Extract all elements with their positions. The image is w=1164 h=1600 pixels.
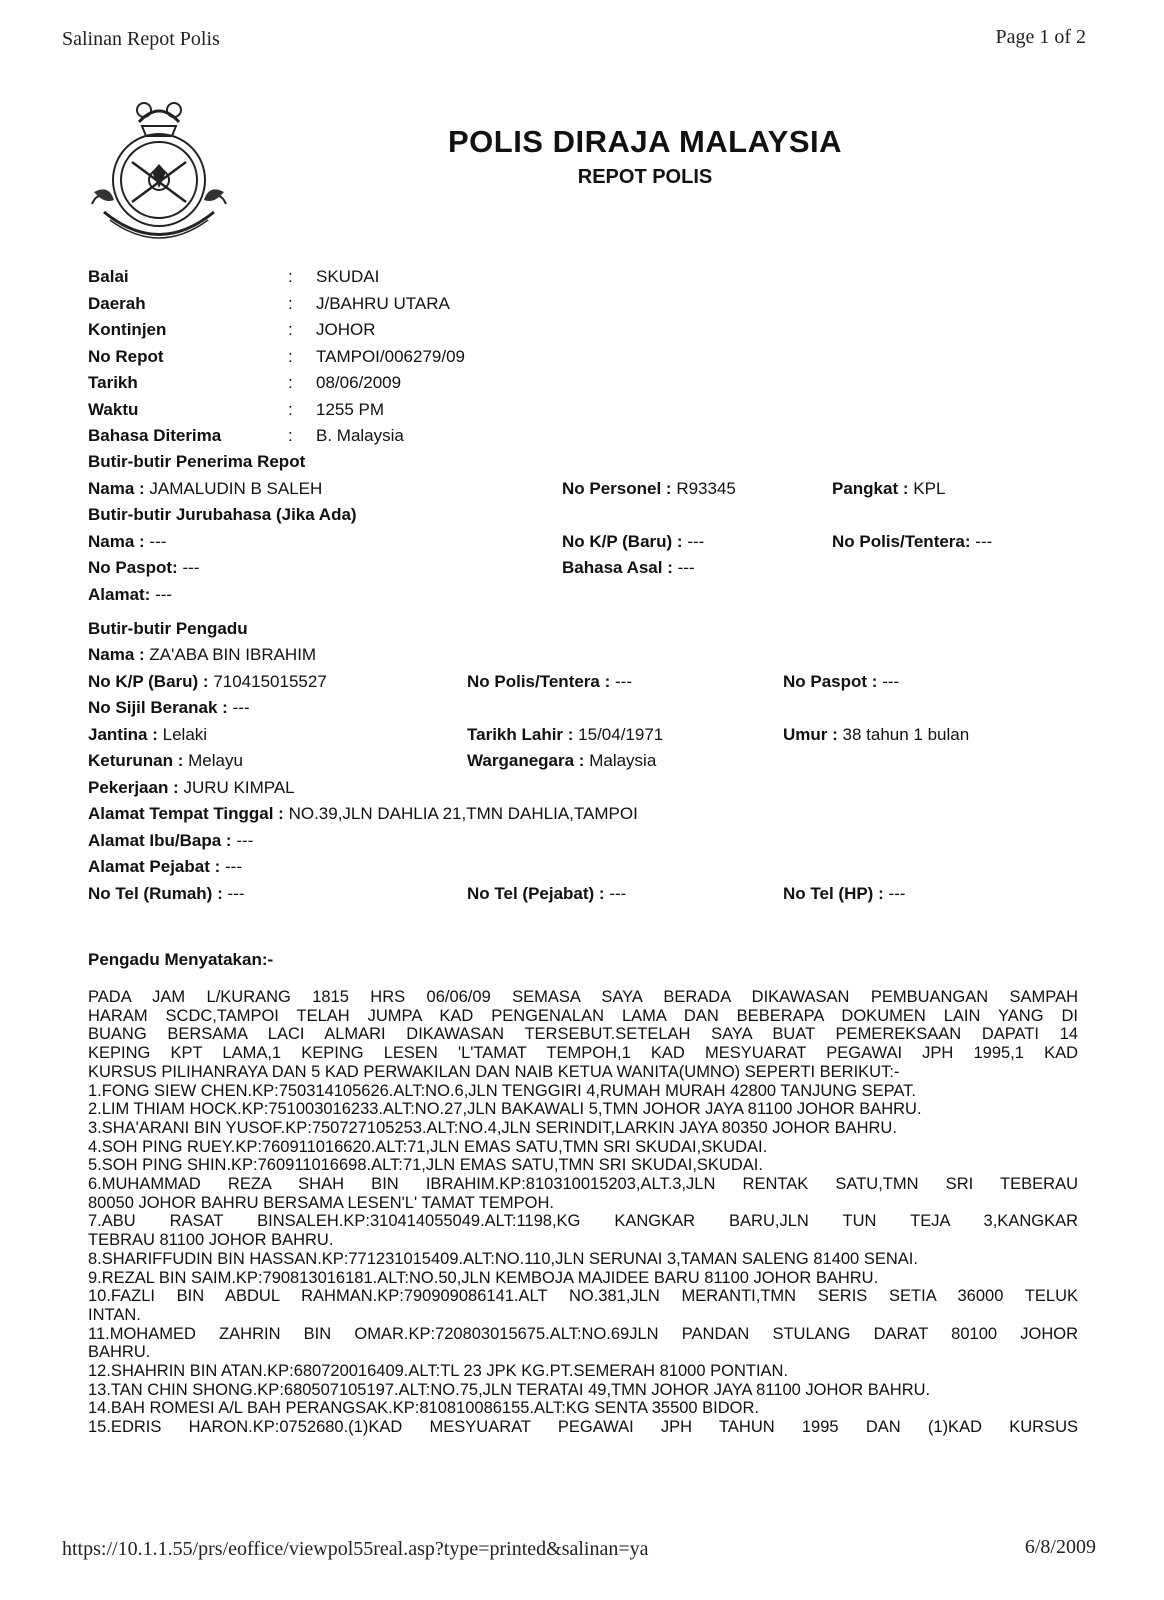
field-label: No Personel : xyxy=(562,479,672,498)
meta-colon: : xyxy=(288,293,293,313)
statement-body xyxy=(88,988,1078,1437)
pengadu-lahir xyxy=(467,725,663,745)
field-value: ZA'ABA BIN IBRAHIM xyxy=(149,645,317,664)
jurubahasa-bahasa xyxy=(562,558,695,578)
field-value: JAMALUDIN B SALEH xyxy=(149,479,323,498)
field-label: No Paspot : xyxy=(783,672,878,691)
meta-label: Tarikh xyxy=(88,373,138,393)
meta-row xyxy=(88,370,465,397)
statement-line: 13.TAN CHIN SHONG.KP:680507105197.ALT:NO.75,JLN TERATAI 49,TMN JOHOR JAYA 81100 JOHOR BAHRU. xyxy=(88,1380,931,1399)
field-value: --- xyxy=(227,884,245,903)
meta-colon: : xyxy=(288,320,293,340)
statement-line: 9.REZAL BIN SAIM.KP:790813016181.ALT:NO.50,JLN KEMBOJA MAJIDEE BARU 81100 JOHOR BAHRU. xyxy=(88,1268,879,1287)
jurubahasa-paspot xyxy=(88,558,199,578)
field-label: Pekerjaan : xyxy=(88,778,179,797)
field-label: Alamat Tempat Tinggal : xyxy=(88,804,284,823)
meta-value: JOHOR xyxy=(316,320,376,340)
pengadu-umur xyxy=(783,725,969,745)
pengadu-jantina xyxy=(88,725,207,745)
field-label: No K/P (Baru) : xyxy=(562,532,683,551)
field-value: --- xyxy=(182,558,200,577)
field-label: Umur : xyxy=(783,725,838,744)
field-label: Alamat: xyxy=(88,585,151,604)
statement-line: HARAM SCDC,TAMPOI TELAH JUMPA KAD PENGENALAN LAMA DAN BEBERAPA DOKUMEN LAIN YANG DI xyxy=(88,1006,1078,1025)
meta-value: 1255 PM xyxy=(316,399,385,419)
meta-colon: : xyxy=(288,373,293,393)
field-value: --- xyxy=(677,558,695,577)
statement-line: 3.SHA'ARANI BIN YUSOF.KP:750727105253.ALT:NO.4,JLN SERINDIT,LARKIN JAYA 80350 JOHOR BAHRU. xyxy=(88,1118,897,1137)
field-label: Pangkat : xyxy=(832,479,909,498)
pengadu-alamat-tinggal xyxy=(88,804,638,824)
meta-row xyxy=(88,291,465,318)
meta-value: B. Malaysia xyxy=(316,426,404,446)
field-value: --- xyxy=(882,672,900,691)
jurubahasa-alamat xyxy=(88,585,172,605)
meta-row xyxy=(88,397,465,424)
meta-label: No Repot xyxy=(88,346,164,366)
field-value: Lelaki xyxy=(162,725,208,744)
statement-line: TEBRAU 81100 JOHOR BAHRU. xyxy=(88,1231,334,1250)
field-value: --- xyxy=(888,884,906,903)
meta-colon: : xyxy=(288,399,293,419)
field-value: --- xyxy=(687,532,705,551)
pengadu-polis xyxy=(467,672,632,692)
field-label: No Polis/Tentera: xyxy=(832,532,971,551)
meta-value: TAMPOI/006279/09 xyxy=(316,346,465,366)
field-label: Keturunan : xyxy=(88,751,184,770)
jurubahasa-nama xyxy=(88,532,166,552)
meta-row xyxy=(88,317,465,344)
jurubahasa-polis xyxy=(832,532,992,552)
pengadu-alamat-ibubapa xyxy=(88,831,253,851)
field-label: No Sijil Beranak : xyxy=(88,698,228,717)
field-value: R93345 xyxy=(676,479,736,498)
meta-colon: : xyxy=(288,346,293,366)
field-value: --- xyxy=(609,884,627,903)
field-label: No Polis/Tentera : xyxy=(467,672,611,691)
pengadu-sijil xyxy=(88,698,250,718)
field-label: No Tel (Rumah) : xyxy=(88,884,223,903)
field-value: 710415015527 xyxy=(213,672,327,691)
statement-line: INTAN. xyxy=(88,1305,141,1324)
pengadu-kp xyxy=(88,672,327,692)
pengadu-heading: Butir-butir Pengadu xyxy=(88,619,248,638)
print-header-title: Salinan Repot Polis xyxy=(62,28,220,50)
penerima-nama xyxy=(88,479,322,499)
pengadu-alamat-pejabat xyxy=(88,857,242,877)
field-value: --- xyxy=(615,672,632,691)
meta-label: Bahasa Diterima xyxy=(88,426,222,446)
meta-value: SKUDAI xyxy=(316,267,380,287)
pengadu-warga xyxy=(467,751,656,771)
statement-line: 2.LIM THIAM HOCK.KP:751003016233.ALT:NO.27,JLN BAKAWALI 5,TMN JOHOR JAYA 81100 JOHOR BAHRU. xyxy=(88,1100,922,1119)
pengadu-tel-hp xyxy=(783,884,905,904)
meta-value: J/BAHRU UTARA xyxy=(316,293,450,313)
meta-colon: : xyxy=(288,267,293,287)
meta-value: 08/06/2009 xyxy=(316,373,402,393)
jurubahasa-kp xyxy=(562,532,704,552)
statement-line: 80050 JOHOR BAHRU BERSAMA LESEN'L' TAMAT TEMPOH. xyxy=(88,1193,554,1212)
statement-line: 1.FONG SIEW CHEN.KP:750314105626.ALT:NO.6,JLN TENGGIRI 4,RUMAH MURAH 42800 TANJUNG SEPAT. xyxy=(88,1081,917,1100)
pengadu-tel-pejabat xyxy=(467,884,626,904)
statement-line: 15.EDRIS HARON.KP:0752680.(1)KAD MESYUARAT PEGAWAI JPH TAHUN 1995 DAN (1)KAD KURSUS xyxy=(88,1418,1078,1437)
penerima-personel xyxy=(562,479,736,499)
print-header-page: Page 1 of 2 xyxy=(995,26,1086,48)
statement-line: 14.BAH ROMESI A/L BAH PERANGSAK.KP:810810086155.ALT:KG SENTA 35500 BIDOR. xyxy=(88,1399,760,1418)
pengadu-tel-rumah xyxy=(88,884,244,904)
field-label: Bahasa Asal : xyxy=(562,558,673,577)
meta-label: Balai xyxy=(88,267,129,287)
report-meta xyxy=(88,264,465,450)
jurubahasa-heading: Butir-butir Jurubahasa (Jika Ada) xyxy=(88,505,357,524)
statement-line: 8.SHARIFFUDIN BIN HASSAN.KP:771231015409.ALT:NO.110,JLN SERUNAI 3,TAMAN SALENG 81400 SENAI. xyxy=(88,1249,918,1268)
statement-line: BUANG BERSAMA LACI ALMARI DIKAWASAN TERSEBUT.SETELAH SAYA BUAT PEMEREKSAAN DAPATI 14 xyxy=(88,1025,1078,1044)
pengadu-paspot xyxy=(783,672,899,692)
meta-row xyxy=(88,264,465,291)
penerima-pangkat xyxy=(832,479,945,499)
statement-line: 11.MOHAMED ZAHRIN BIN OMAR.KP:720803015675.ALT:NO.69JLN PANDAN STULANG DARAT 80100 JOHOR xyxy=(88,1324,1078,1343)
field-label: No K/P (Baru) : xyxy=(88,672,209,691)
meta-row xyxy=(88,344,465,371)
field-value: --- xyxy=(149,532,167,551)
field-value: Melayu xyxy=(188,751,243,770)
field-value: --- xyxy=(975,532,993,551)
pengadu-pekerjaan xyxy=(88,778,295,798)
field-value: JURU KIMPAL xyxy=(183,778,295,797)
field-value: --- xyxy=(225,857,242,876)
print-footer-url: https://10.1.1.55/prs/eoffice/viewpol55real.asp?type=printed&salinan=ya xyxy=(62,1538,649,1560)
statement-heading: Pengadu Menyatakan:- xyxy=(88,950,274,969)
meta-label: Kontinjen xyxy=(88,320,167,340)
field-label: No Tel (Pejabat) : xyxy=(467,884,605,903)
meta-label: Daerah xyxy=(88,293,146,313)
field-label: Alamat Ibu/Bapa : xyxy=(88,831,232,850)
field-label: Nama : xyxy=(88,532,145,551)
field-label: Nama : xyxy=(88,479,145,498)
field-value: 15/04/1971 xyxy=(578,725,664,744)
pengadu-keturunan xyxy=(88,751,243,771)
field-value: KPL xyxy=(913,479,946,498)
statement-line: 7.ABU RASAT BINSALEH.KP:310414055049.ALT:1198,KG KANGKAR BARU,JLN TUN TEJA 3,KANGKAR xyxy=(88,1212,1078,1231)
meta-row xyxy=(88,423,465,450)
field-label: Jantina : xyxy=(88,725,158,744)
statement-line: 4.SOH PING RUEY.KP:760911016620.ALT:71,JLN EMAS SATU,TMN SRI SKUDAI,SKUDAI. xyxy=(88,1137,768,1156)
statement-line: 5.SOH PING SHIN.KP:760911016698.ALT:71,JLN EMAS SATU,TMN SRI SKUDAI,SKUDAI. xyxy=(88,1156,763,1175)
statement-line: 10.FAZLI BIN ABDUL RAHMAN.KP:790909086141.ALT NO.381,JLN MERANTI,TMN SERIS SETIA 36000 TELUK xyxy=(88,1287,1078,1306)
police-crest-icon xyxy=(84,92,234,252)
statement-line: KURSUS PILIHANRAYA DAN 5 KAD PERWAKILAN DAN NAIB KETUA WANITA(UMNO) SEPERTI BERIKUT:- xyxy=(88,1062,900,1081)
field-value: 38 tahun 1 bulan xyxy=(842,725,970,744)
field-label: No Paspot: xyxy=(88,558,178,577)
statement-line: 6.MUHAMMAD REZA SHAH BIN IBRAHIM.KP:810310015203,ALT.3,JLN RENTAK SATU,TMN SRI TEBERAU xyxy=(88,1175,1078,1194)
meta-colon: : xyxy=(288,426,293,446)
field-label: Alamat Pejabat : xyxy=(88,857,221,876)
field-label: Warganegara : xyxy=(467,751,585,770)
field-value: --- xyxy=(232,698,250,717)
page-title: POLIS DIRAJA MALAYSIA xyxy=(447,124,843,159)
field-value: --- xyxy=(236,831,254,850)
statement-line: KEPING KPT LAMA,1 KEPING LESEN 'L'TAMAT TEMPOH,1 KAD MESYUARAT PEGAWAI JPH 1995,1 KAD xyxy=(88,1044,1078,1063)
pengadu-nama xyxy=(88,645,316,665)
statement-line: BAHRU. xyxy=(88,1343,151,1362)
field-label: No Tel (HP) : xyxy=(783,884,884,903)
penerima-heading: Butir-butir Penerima Repot xyxy=(88,452,306,471)
field-label: Tarikh Lahir : xyxy=(467,725,574,744)
field-value: Malaysia xyxy=(589,751,657,770)
field-label: Nama : xyxy=(88,645,145,664)
field-value: --- xyxy=(155,585,173,604)
field-value: NO.39,JLN DAHLIA 21,TMN DAHLIA,TAMPOI xyxy=(288,804,638,823)
print-footer-date: 6/8/2009 xyxy=(1024,1536,1096,1558)
meta-label: Waktu xyxy=(88,399,139,419)
statement-line: 12.SHAHRIN BIN ATAN.KP:680720016409.ALT:TL 23 JPK KG.PT.SEMERAH 81000 PONTIAN. xyxy=(88,1362,789,1381)
statement-line: PADA JAM L/KURANG 1815 HRS 06/06/09 SEMASA SAYA BERADA DIKAWASAN PEMBUANGAN SAMPAH xyxy=(88,988,1078,1006)
page-subtitle: REPOT POLIS xyxy=(577,166,713,188)
